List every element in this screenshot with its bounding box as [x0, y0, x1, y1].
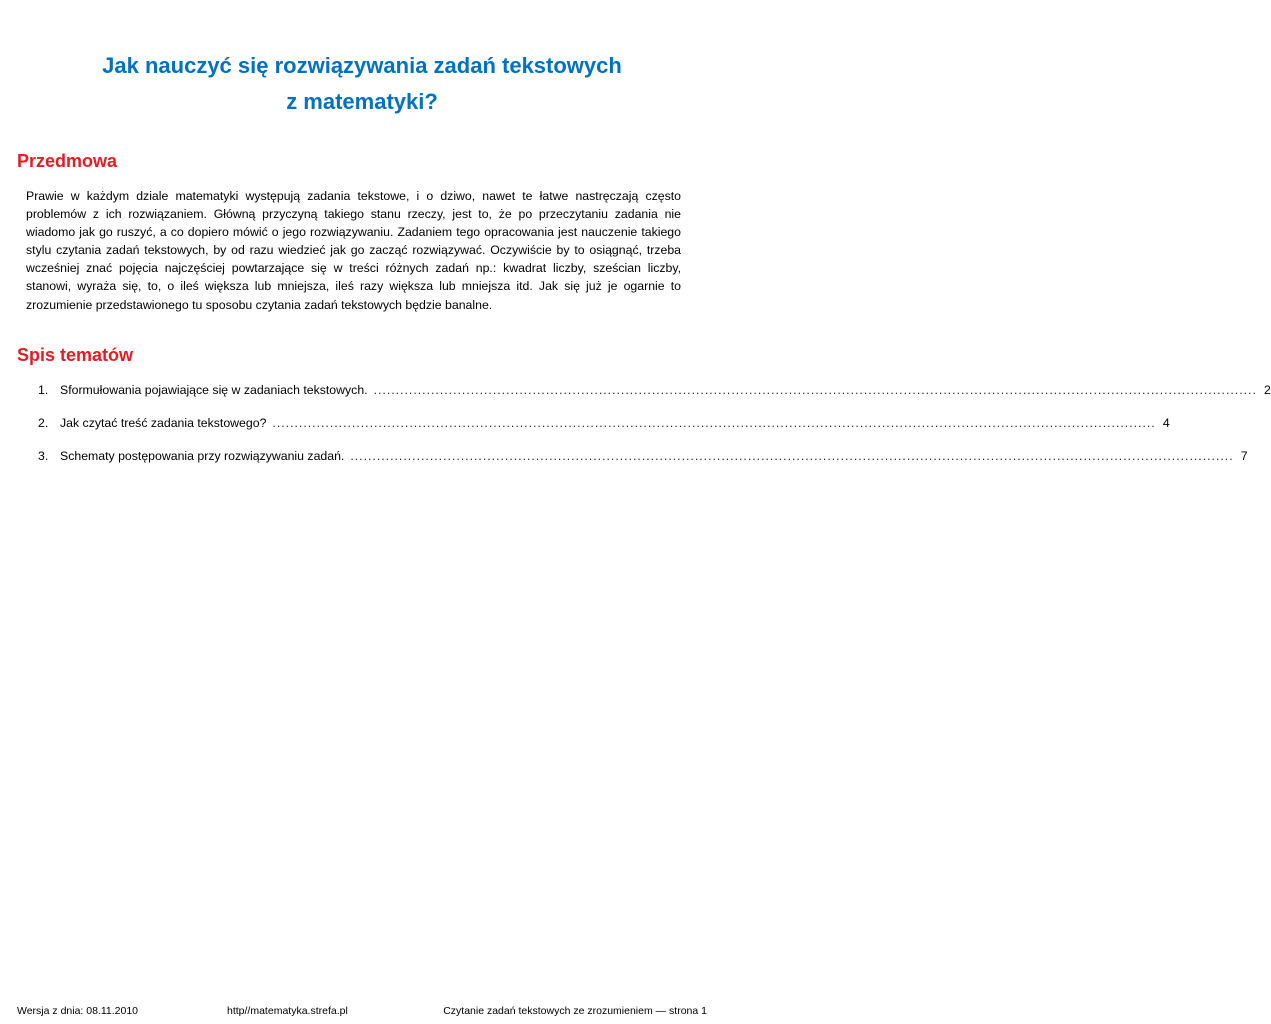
preface-heading: Przedmowa: [17, 151, 118, 171]
toc-item-page: 7: [1240, 449, 1248, 463]
toc-item-label: Schematy postępowania przy rozwiązywaniu zadań.: [60, 449, 345, 463]
toc-item[interactable]: [38, 381, 1271, 414]
toc-dot-leader: ........................................................................................................................................................................................................: [373, 383, 1257, 397]
toc-item-number: 2.: [38, 416, 49, 430]
toc-item-number: 3.: [38, 449, 49, 463]
preface-paragraph: Prawie w każdym dziale matematyki występują zadania tekstowe, i o dziwo, nawet te łatwe nastręczają często problemów z ich rozwiązaniem. Główną przyczyną takiego stanu rzeczy, jest to, że po przeczytaniu zadania nie wiadomo jak go ruszyć, a co dopiero mówić o jego rozwiązywaniu. Zadaniem tego opracowania jest nauczenie takiego stylu czytania zadań tekstowych, by od razu wiedzieć jak go zacząć rozwiązywać. Oczywiście by to osiągnąć, trzeba wcześniej znać pojęcia najczęściej powtarzające się w treści różnych zadań np.: kwadrat liczby, sześcian liczby, stanowi, wyraża się, to, o ileś większa lub mniejsza, ileś razy większa lub mniejsza itd. Jak się już je ogarnie to zrozumienie przedstawionego tu sposobu czytania zadań tekstowych będzie banalne.: [26, 189, 681, 312]
toc-heading: Spis tematów: [17, 345, 134, 365]
toc-dot-leader: ........................................................................................................................................................................................................: [350, 449, 1234, 463]
footer-page-info: Czytanie zadań tekstowych ze zrozumieniem — strona 1: [443, 1005, 707, 1017]
toc-item[interactable]: [38, 414, 1170, 447]
title-line-2: z matematyki?: [286, 89, 438, 114]
document-title: [0, 48, 724, 120]
footer-url: http//matematyka.strefa.pl: [227, 1005, 348, 1017]
table-of-contents: [38, 381, 1271, 480]
toc-item-label: Sformułowania pojawiające się w zadaniach tekstowych.: [60, 383, 368, 397]
title-line-1: Jak nauczyć się rozwiązywania zadań tekstowych: [102, 53, 622, 78]
toc-item-number: 1.: [38, 383, 49, 397]
toc-item-label: Jak czytać treść zadania tekstowego?: [60, 416, 267, 430]
toc-item[interactable]: [38, 447, 1248, 480]
footer-version: Wersja z dnia: 08.11.2010: [17, 1005, 139, 1017]
toc-item-page: 4: [1162, 416, 1170, 430]
toc-dot-leader: ........................................................................................................................................................................................................: [272, 416, 1156, 430]
toc-item-page: 2: [1264, 383, 1271, 397]
